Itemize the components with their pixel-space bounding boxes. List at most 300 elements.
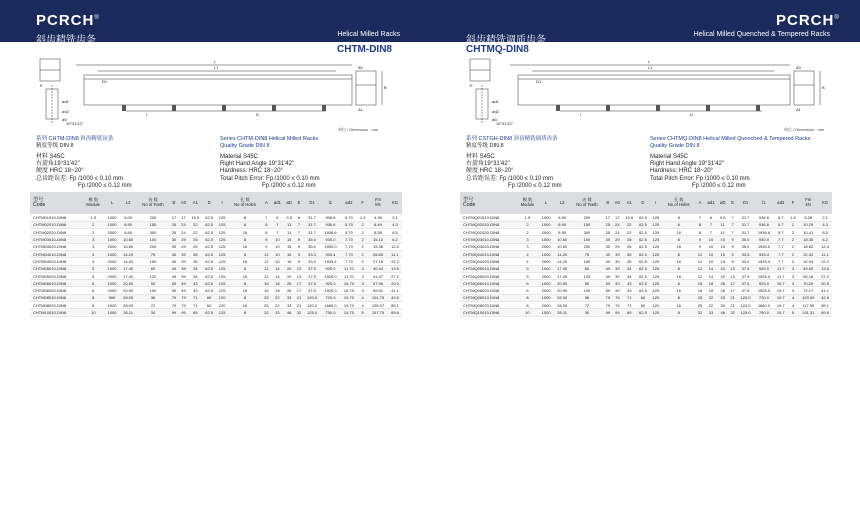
cell-code: CHTMQ02020-DIN8 [460,229,516,236]
table-cell: 1000 [538,280,553,287]
table-cell: 43 [188,287,202,294]
table-cell: 31.7 [737,229,754,236]
title-cn: 斜齿精铣齿条 [36,35,96,46]
table-cell: 15.5 [622,214,636,221]
col-d1: ød1 [705,192,718,214]
table-cell: 15.36 [368,243,388,250]
table-cell: 35.11 [554,309,571,316]
table-cell: 79 [603,294,612,301]
table-cell: 89 [622,309,636,316]
label-d1: ød1 [62,99,69,104]
table-cell: 99 [169,309,178,316]
col-Fm: Fm kN [368,192,388,214]
table-cell: 7.7 [774,243,788,250]
table-cell: 30 [169,236,178,243]
table-cell: 9 [295,250,304,257]
label-L: L [214,59,217,64]
table-row [460,294,832,301]
table-row [460,309,832,316]
table-cell: 16 [662,272,695,279]
table-cell: 2 [516,221,538,228]
table-cell: 125 [216,214,228,221]
table-cell: 6 [516,287,538,294]
table-cell: 125 [650,258,662,265]
table-cell: 2 [788,221,799,228]
table-cell: 8 [262,221,271,228]
col-I: I [216,192,228,214]
table-row [460,221,832,228]
table-cell: 6 [82,280,104,287]
table-cell: 15.70 [340,287,357,294]
label-I: I [146,112,148,117]
table-cell: 2000 [104,229,119,236]
table-cell: 960 [104,294,119,301]
table-cell: 936.6 [320,214,340,221]
table-cell: 9.5 [284,214,295,221]
table-cell: 1000 [538,214,553,221]
table-cell: 1.5 [357,214,368,221]
table-cell: 14.20 [554,258,571,265]
table-cell: 8 [662,309,695,316]
table-cell: 24 [178,229,188,236]
table-cell: 10 [271,258,284,265]
table-cell: 7.7 [774,258,788,265]
table-cell: 8 [228,236,262,243]
table-cell: 1930.0 [320,243,340,250]
col-code: 型号 Code [460,192,516,214]
table-cell: 8.90 [120,221,137,228]
table-cell: 1933.4 [320,258,340,265]
table-cell: 12.4 [818,243,832,250]
col-teeth: 齿 数 No of Teeth [137,192,170,214]
table-cell: 3 [82,243,104,250]
table-cell: 21 [295,294,304,301]
table-cell: 125 [216,243,228,250]
col-D: D [636,192,650,214]
table-cell: 2 [357,250,368,257]
label-E: E [40,83,43,88]
label-D: D [256,112,259,117]
col-dD: øD [284,192,295,214]
table-cell: 2000 [538,229,553,236]
table-cell: 72.17 [798,287,818,294]
table-cell: 4 [516,250,538,257]
table-cell: 125 [216,309,228,316]
col-code: 型号 Code [30,192,82,214]
table-row [30,309,402,316]
cell-code: CHTMQ08020-DIN8 [460,302,516,309]
table-cell: 125 [650,280,662,287]
table-cell: 15 [717,243,728,250]
table-cell: 79 [178,302,188,309]
table-cell: 25 [695,302,704,309]
table-cell: 5 [516,272,538,279]
table-cell: 19.70 [340,309,357,316]
cell-code: CHTM06020-DIN8 [30,287,82,294]
spec-cn: 材料 S45C 右旋角19°31'42" 硬度 HRC 18~20° 总齿距误差: Fp /1000 ≤ 0.10 mm Fp /2000 ≤ 0.12 mm [36,154,132,189]
table-cell: 30 [571,309,604,316]
table-cell: 930.0 [320,236,340,243]
cell-code: CHTMQ04020-DIN8 [460,258,516,265]
table-cell: 101.75 [368,294,388,301]
table-cell: 2000 [538,287,553,294]
table-cell: 31.7 [304,221,321,228]
table-cell: 100 [137,236,170,243]
table-cell: 14 [271,272,284,279]
table-cell: 33 [717,302,728,309]
table-cell: 62.5 [202,236,216,243]
table-cell: 6.2 [388,236,402,243]
table-cell: 22 [188,229,202,236]
table-cell: 3 [788,272,799,279]
table-cell: 125 [650,287,662,294]
table-cell: 79 [612,302,622,309]
table-cell: 7 [705,221,718,228]
table-cell: 15 [717,258,728,265]
table-cell: 5 [357,309,368,316]
table-cell: 35 [622,258,636,265]
table-cell: 2000 [104,258,119,265]
table-cell: 32 [728,309,737,316]
cell-code: CHTMQ06010-DIN8 [460,280,516,287]
table-cell: 72 [137,302,170,309]
unit-note: 单位 / Dimension : mm [338,127,379,132]
table-cell: 62.5 [202,258,216,265]
table-cell: 14 [705,272,718,279]
table-row [30,258,402,265]
table-cell: 15 [284,250,295,257]
spec-table [460,192,832,317]
table-cell: 120.0 [737,302,754,309]
table-cell: 26 [622,243,636,250]
table-cell: 125 [216,229,228,236]
col-B: B [169,192,178,214]
table-cell: 11.7 [774,272,788,279]
table-cell: 27.2 [818,272,832,279]
table-cell: 62.5 [636,221,650,228]
table-cell: 13.6 [388,265,402,272]
table-cell: 41.1 [388,287,402,294]
table-cell: 125 [216,287,228,294]
table-cell: 21 [728,294,737,301]
series-desc-cn: 系列 CHTM-DIN8 斜齿精铣齿条 精度等级 DIN 8 [36,136,114,149]
helix-angle-label: 19°31'42" [496,121,514,126]
table-row [460,265,832,272]
table-cell: 125 [216,280,228,287]
table-row [460,214,832,221]
unit-note: 单位 / Dimension : mm [784,127,825,132]
table-cell: 1936.6 [754,229,774,236]
table-cell: 9 [728,258,737,265]
col-KG: KG [818,192,832,214]
table-cell: 17.40 [554,272,571,279]
table-cell: 26 [284,280,295,287]
series-code-title: CHTMQ-DIN8 [466,44,529,55]
table-cell: 125 [650,236,662,243]
table-cell: 200 [571,214,604,221]
table-cell: 125 [216,272,228,279]
table-cell: 10 [516,309,538,316]
table-cell: 62.5 [636,258,650,265]
table-cell: 31.7 [304,229,321,236]
table-cell: 69.6 [388,309,402,316]
table-cell: 62.5 [202,250,216,257]
table-row [30,236,402,243]
table-cell: 13 [728,265,737,272]
table-cell: 33 [271,309,284,316]
table-cell: 31.7 [737,221,754,228]
table-cell: 12 [262,250,271,257]
table-cell: 2 [788,236,799,243]
table-cell: 2.1 [388,214,402,221]
table-cell: 16 [662,302,695,309]
col-I: I [650,192,662,214]
table-cell: 300 [571,229,604,236]
table-cell: 34 [622,272,636,279]
table-cell: 120 [137,272,170,279]
table-cell: 16 [695,280,704,287]
table-cell: 117.95 [798,302,818,309]
table-cell: 10.60 [120,243,137,250]
table-cell: 125 [650,221,662,228]
table-cell: 48 [717,309,728,316]
table-cell: 43 [188,280,202,287]
table-cell: 3 [82,236,104,243]
table-cell: 21 [295,302,304,309]
table-cell: 720.0 [320,294,340,301]
table-cell: 17 [295,287,304,294]
label-L: L [648,59,651,64]
cell-code: CHTMQ02010-DIN8 [460,221,516,228]
table-cell: 18.62 [798,243,818,250]
table-cell: 300 [137,229,170,236]
table-cell: 35 [188,250,202,257]
table-cell: 11.1 [818,250,832,257]
table-cell: 4 [357,294,368,301]
table-cell: 33 [717,294,728,301]
table-row [460,229,832,236]
table-cell: 33.3 [737,250,754,257]
table-cell: 150 [571,258,604,265]
table-cell: 9 [295,236,304,243]
table-cell: 10 [705,250,718,257]
table-cell: 32.94 [798,258,818,265]
table-cell: 11 [284,229,295,236]
table-cell: 27.16 [368,258,388,265]
label-E: E [470,83,473,88]
col-A: A [262,192,271,214]
label-B: B [384,85,387,90]
table-cell: 9 [695,243,704,250]
cell-code: CHTM10010-DIN8 [30,309,82,316]
table-cell: 59 [603,280,612,287]
table-cell: 21 [728,302,737,309]
table-cell: 18 [271,287,284,294]
table-cell: 125 [650,229,662,236]
table-cell: 6 [705,214,718,221]
cell-code: CHTM03020-DIN8 [30,243,82,250]
table-cell: 720.0 [754,294,774,301]
table-cell: 1.5 [516,214,538,221]
table-cell: 5.7 [774,214,788,221]
label-D1: D1 [536,79,542,84]
table-cell: 18 [271,280,284,287]
table-row [30,272,402,279]
table-cell: 8 [662,214,695,221]
table-cell: 12 [695,265,704,272]
table-cell: 19.7 [774,294,788,301]
table-row [30,243,402,250]
table-cell: 1680.0 [754,302,774,309]
table-cell: 71 [188,294,202,301]
cell-code: CHTMQ06020-DIN8 [460,287,516,294]
table-cell: 37.5 [737,287,754,294]
table-cell: 60 [202,294,216,301]
table-cell: 62.5 [202,280,216,287]
table-cell: 49 [169,272,178,279]
table-cell: 71 [622,302,636,309]
table-cell: 28.00 [554,302,571,309]
table-cell: 16 [228,302,262,309]
table-row [30,302,402,309]
col-D1: D1 [737,192,754,214]
table-cell: 2 [788,229,799,236]
table-cell: 2000 [104,272,119,279]
table-cell: 8 [516,294,538,301]
label-A0: A0 [358,65,363,70]
table-cell: 11 [717,229,728,236]
spec-cn: 材料 S45C 右旋角19°31'42" 硬度 HRC 18~20° 总齿距误差: Fp /1000 ≤ 0.10 mm Fp /2000 ≤ 0.12 mm [466,154,562,189]
table-cell: 1000 [104,250,119,257]
table-cell: 11 [284,221,295,228]
label-A1: A1 [796,107,801,112]
table-cell: 19.70 [340,302,357,309]
table-cell: 99 [603,309,612,316]
table-cell: 35.0 [304,243,321,250]
table-cell: 5 [516,265,538,272]
table-cell: 1000 [104,265,119,272]
series-desc-en: Series CHTM-DIN8 Helical Milled Racks Quality Grade DIN 8 [220,136,319,149]
table-cell: 8 [262,229,271,236]
table-cell: 120 [650,302,662,309]
table-cell: 35.11 [120,309,137,316]
table-cell: 120.0 [304,294,321,301]
table-cell: 40 [169,250,178,257]
table-cell: 33 [284,294,295,301]
table-cell: 1000 [538,221,553,228]
table-cell: 41.1 [818,287,832,294]
table-cell: 17 [728,280,737,287]
table-cell: 29 [612,236,622,243]
table-cell: 7.7 [774,236,788,243]
table-cell: 62.5 [636,250,650,257]
table-cell: 8.90 [120,229,137,236]
table-cell: 20 [284,265,295,272]
col-Fm: Fm kN [798,192,818,214]
col-L: L [104,192,119,214]
table-cell: 157.75 [368,309,388,316]
table-cell: 29 [178,243,188,250]
table-cell: 60 [137,265,170,272]
table-cell: 85.1 [818,302,832,309]
table-cell: 18 [705,280,718,287]
table-cell: 30 [603,243,612,250]
table-cell: 15 [284,236,295,243]
table-cell: 62.5 [202,265,216,272]
table-cell: 27.2 [388,272,402,279]
table-cell: 60 [202,302,216,309]
table-cell: 20.90 [120,280,137,287]
label-D-dia: øD [62,117,68,122]
table-cell: 62.5 [636,309,650,316]
table-cell: 14 [271,265,284,272]
cell-code: CHTM02020-DIN8 [30,229,82,236]
table-cell: 3 [788,287,799,294]
col-teeth: 齿 数 No of Teeth [571,192,604,214]
table-cell: 1000 [538,236,553,243]
table-cell: 9 [262,243,271,250]
table-cell: 2 [516,229,538,236]
table-cell: 16 [662,258,695,265]
table-cell: 62.5 [202,243,216,250]
table-cell: 8 [516,302,538,309]
table-cell: 62.5 [636,280,650,287]
table-cell: 40 [603,250,612,257]
table-cell: 15 [284,258,295,265]
series-desc-en: Series CHTMQ-DIN8 Helical Milled Quenched & Tempered Racks Quality Grade DIN 8 [650,136,811,149]
table-cell: 1000 [104,280,119,287]
table-cell: 49 [169,265,178,272]
table-row [30,250,402,257]
table-cell: 69.6 [818,309,832,316]
table-cell: 17 [178,214,188,221]
table-cell: 24 [612,221,622,228]
table-cell: 1000 [104,236,119,243]
table-cell: 28.00 [120,294,137,301]
table-cell: 150 [571,221,604,228]
table-cell: 1933.4 [754,258,774,265]
table-row [460,287,832,294]
table-cell: 62.5 [202,272,216,279]
table-cell: 20 [284,272,295,279]
table-cell: 39 [612,250,622,257]
table-cell: 9 [695,236,704,243]
col-D: D [202,192,216,214]
table-cell: 3 [516,243,538,250]
table-cell: 29 [612,243,622,250]
table-cell: 3 [357,287,368,294]
table-cell: 10 [271,250,284,257]
label-L1: L1 [214,65,219,70]
table-cell: 28.00 [120,302,137,309]
table-cell: 125 [216,236,228,243]
table-cell: 22 [271,294,284,301]
table-cell: 15.70 [340,280,357,287]
table-cell: 2000 [538,243,553,250]
col-A1: A1 [188,192,202,214]
table-cell: 2 [357,229,368,236]
table-cell: 35 [622,250,636,257]
table-cell: 3 [516,236,538,243]
table-cell: 33 [705,309,718,316]
col-A0: A0 [612,192,622,214]
col-l1: l1 [754,192,774,214]
table-cell: 89 [188,309,202,316]
table-cell: 125.0 [737,309,754,316]
table-cell: 62.5 [202,309,216,316]
label-d2: ød2 [62,109,69,114]
table-cell: 8 [228,294,262,301]
